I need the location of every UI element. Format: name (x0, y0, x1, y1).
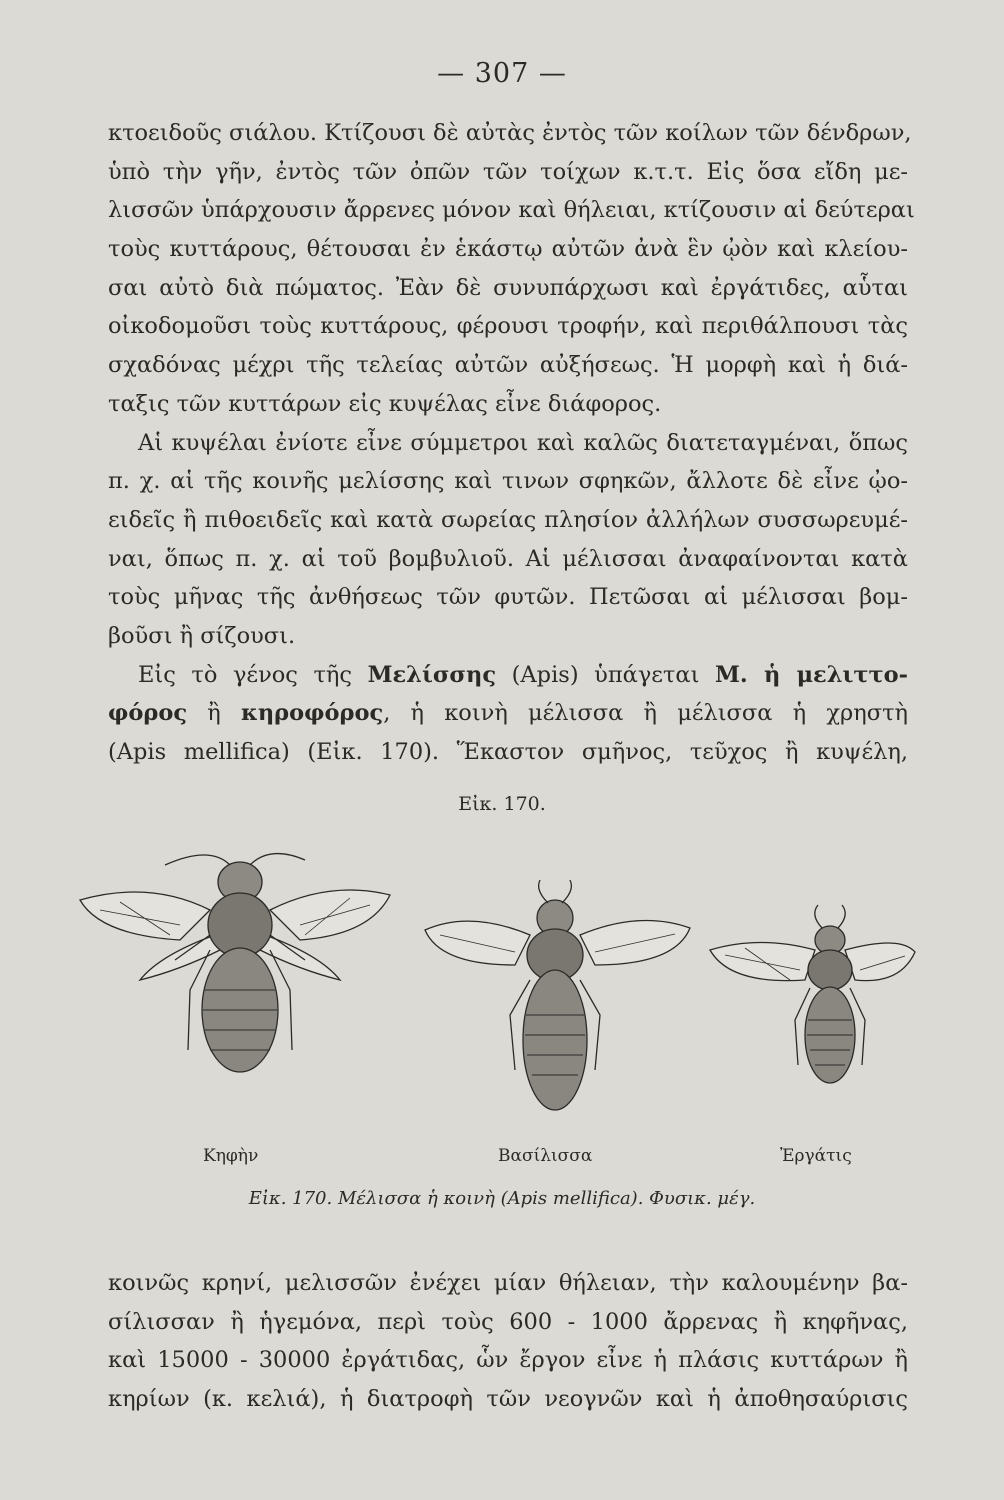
text-run: ἢ (187, 700, 241, 727)
text-line: κοινῶς κρηνί, μελισσῶν ἐνέχει μίαν θήλειαν, τὴν καλουμένην βα- (108, 1270, 908, 1296)
text-line: λισσῶν ὑπάρχουσιν ἄρρενες μόνον καὶ θήλειαι, κτίζουσιν αἱ δεύτεραι (108, 197, 915, 224)
text-line: τοὺς μῆνας τῆς ἀνθήσεως τῶν φυτῶν. Πετῶσαι αἱ μέλισσαι βομ- (108, 584, 908, 611)
page-number: — 307 — (437, 58, 567, 89)
text-line: ειδεῖς ἢ πιθοειδεῖς καὶ κατὰ σωρείας πλησίον ἀλλήλων συσσωρευμέ- (108, 506, 908, 533)
species-name: κηροφόρος (240, 700, 384, 727)
drone-label: Κηφὴν (203, 1146, 259, 1166)
bees-illustration (70, 840, 920, 1170)
bee-figure (70, 840, 920, 1170)
text-line: βοῦσι ἢ σίζουσι. (108, 622, 296, 649)
text-line: σίλισσαν ἢ ἡγεμόνα, περὶ τοὺς 600 - 1000 ἄρρενας ἢ κηφῆνας, (108, 1308, 908, 1335)
species-name: Μ. ἡ μελιττο- (714, 661, 908, 688)
queen-label: Βασίλισσα (498, 1146, 593, 1166)
text-line (108, 694, 908, 733)
text-run: Εἰς τὸ γένος τῆς (138, 661, 368, 688)
text-line: Αἱ κυψέλαι ἐνίοτε εἶνε σύμμετροι καὶ καλῶς διατεταγμέναι, ὅπως (138, 429, 908, 456)
upper-text-block (108, 114, 915, 772)
text-line: ὑπὸ τὴν γῆν, ἐντὸς τῶν ὀπῶν τῶν τοίχων κ.τ.τ. Εἰς ὅσα εἴδη με- (108, 158, 908, 185)
text-line: ναι, ὅπως π. χ. αἱ τοῦ βομβυλιοῦ. Αἱ μέλισσαι ἀναφαίνονται κατὰ (108, 545, 908, 572)
worker-bee-drawing (710, 905, 915, 1083)
text-line: π. χ. αἱ τῆς κοινῆς μελίσσης καὶ τινων σφηκῶν, ἄλλοτε δὲ εἶνε ᾠο- (108, 468, 908, 495)
text-line: καὶ 15000 - 30000 ἐργάτιδας, ὧν ἔργον εἶνε ἡ πλάσις κυττάρων ἢ (108, 1347, 908, 1374)
figure-title: Εἰκ. 170. (458, 793, 546, 815)
text-line: (Apis mellifica) (Εἰκ. 170). Ἕκαστον σμῆνος, τεῦχος ἢ κυψέλη, (108, 739, 908, 765)
genus-name: Μελίσσης (367, 661, 497, 688)
text-line: κηρίων (κ. κελιά), ἡ διατροφὴ τῶν νεογνῶν καὶ ἡ ἀποθησαύρισις (108, 1386, 908, 1413)
text-line: τοὺς κυττάρους, θέτουσαι ἐν ἑκάστῳ αὐτῶν ἀνὰ ἓν ᾠὸν καὶ κλείου- (108, 236, 908, 263)
lower-text-block (108, 1264, 908, 1419)
text-run: (Apis) ὑπάγεται (496, 661, 715, 688)
text-line (108, 656, 908, 695)
text-line: κτοειδοῦς σιάλου. Κτίζουσι δὲ αὐτὰς ἐντὸς τῶν κοίλων τῶν δένδρων, (108, 120, 912, 146)
species-name: φόρος (108, 700, 188, 727)
worker-label: Ἐργάτις (780, 1146, 852, 1166)
text-line: οἰκοδομοῦσι τοὺς κυττάρους, φέρουσι τροφήν, καὶ περιθάλπουσι τὰς (108, 313, 908, 340)
text-line: σαι αὐτὸ διὰ πώματος. Ἐὰν δὲ συνυπάρχωσι καὶ ἐργάτιδες, αὗται (108, 274, 908, 301)
text-line: σχαδόνας μέχρι τῆς τελείας αὐτῶν αὐξήσεως. Ἡ μορφὴ καὶ ἡ διά- (108, 352, 908, 379)
drone-bee-drawing (80, 854, 390, 1072)
queen-bee-drawing (425, 880, 690, 1110)
figure-caption: Εἰκ. 170. Μέλισσα ἡ κοινὴ (Apis mellifica). Φυσικ. μέγ. (248, 1188, 756, 1209)
text-run: , ἡ κοινὴ μέλισσα ἢ μέλισσα ἡ χρηστὴ (383, 700, 908, 727)
text-line: ταξις τῶν κυττάρων εἰς κυψέλας εἶνε διάφορος. (108, 390, 662, 417)
